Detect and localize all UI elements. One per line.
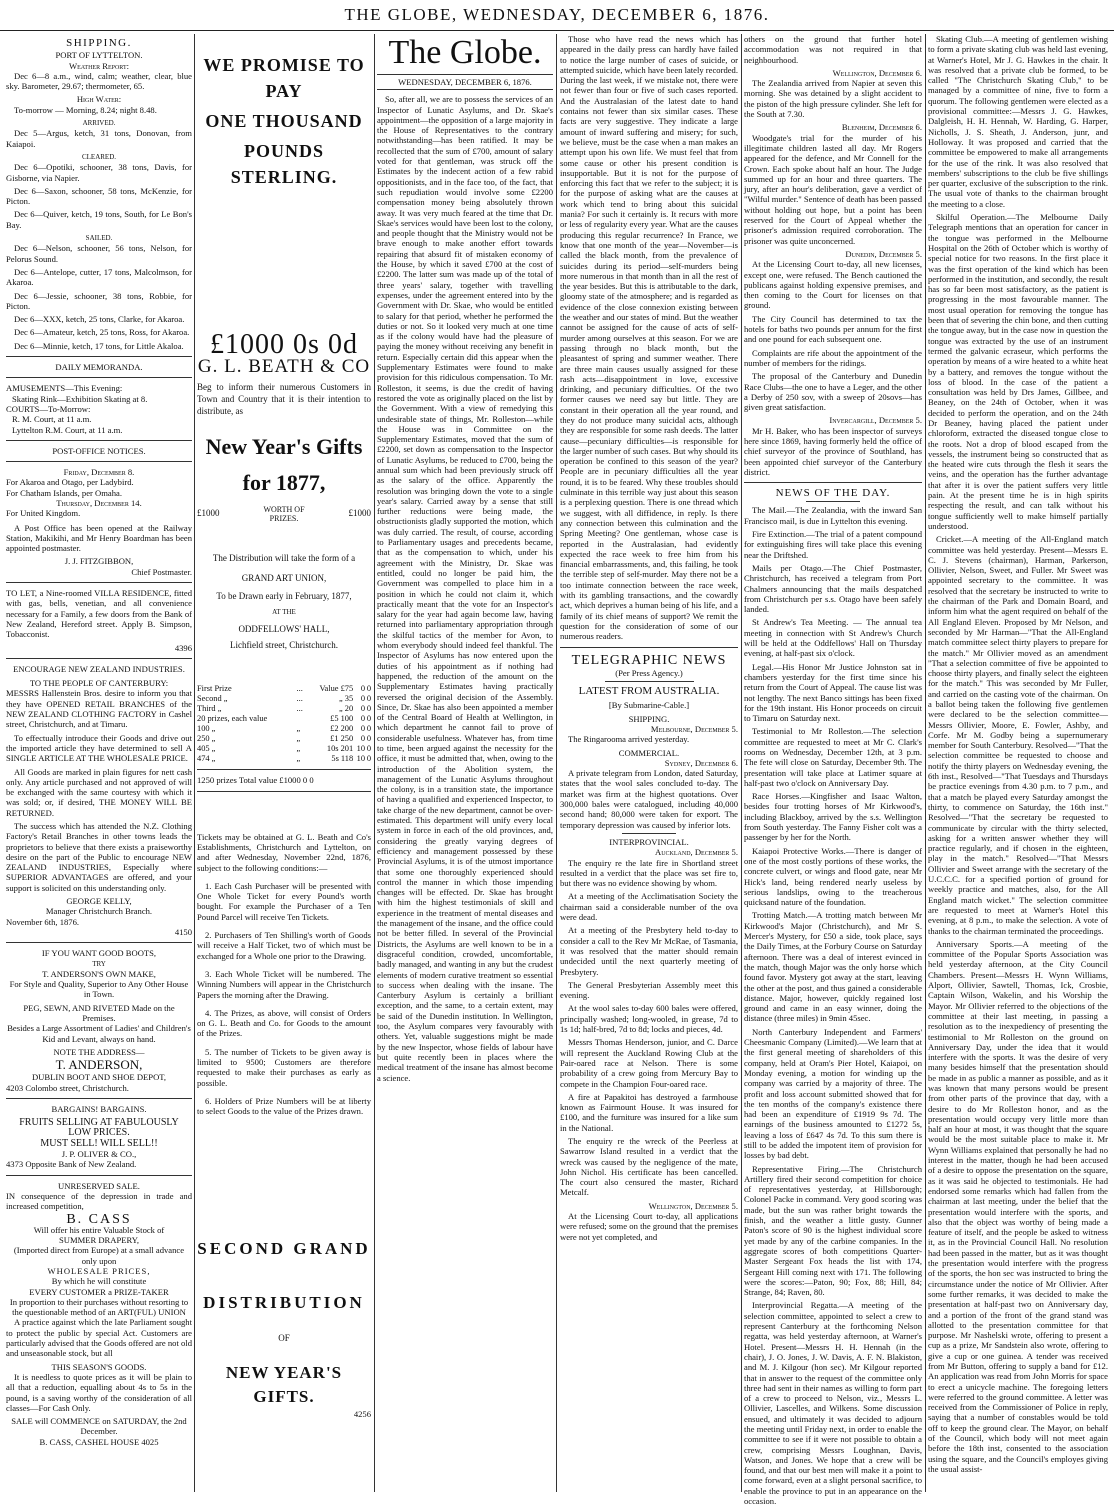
divider [622, 833, 675, 834]
oliver-address: 4373 Opposite Bank of New Zealand. [6, 1159, 137, 1170]
boots-line: PEG, SEWN, AND RIVETED Made on the Premises. [23, 1002, 175, 1024]
prize-d: 0 [366, 714, 371, 724]
prize-value: „ 35 [338, 694, 354, 704]
news-item: Interprovincial Regatta.—A meeting of the selection committee, appointed to select a crew to represent Canterbury at the forthcoming Nelson regatta, was held yesterday afternoon, at Warner's Hotel. Present—Messrs H. H. Hennah (in the chair), J. O. Jones, J. W. Davis, A. F. N. Blakiston, and M. J. Kilgour (hon sec). Mr Kilgour reported that in answer to the request of the committee only three had sent in their names as willing to form part of a crew to proceed to Nelson, viz., Messrs L. Ollivier, Lascelles, and Wilkens. Some discussion ensued, and ultimately it was decided to adjourn the meeting until Friday next, in order to enable the committee to see if it were not possible to obtain a crew, comprising Messrs Loughnan, Davis, Watson, and Jones. We hope that a crew will be found, and that our best men will make it a point to come forward, even at a slight personal sacrifice, to enable the province to put in an appearance on the occasion. [744, 1300, 922, 1506]
news-item: Race Horses.—Kingfisher and Isaac Walton, besides four trotting horses of Mr Kirkwood's, including Blackboy, arrived by the s.s. Wellington from South yesterday. The Fanny Fisher colt was a passenger by her for the North. [744, 791, 922, 843]
cleared-heading: CLEARED. [81, 152, 117, 161]
prize-row [197, 744, 371, 754]
telegram-para: Messrs Thomas Henderson, junior, and C. Darce will represent the Auckland Rowing Club at the Pair-oared race at Nelson. There is some probability of a crew going from Mercury Bay to compete in the Champion Four-oared race. [560, 1037, 738, 1089]
cass-line: SALE will COMMENCE on SATURDAY, the 2nd December. [11, 1416, 187, 1437]
ad-of: OF [278, 1332, 290, 1343]
ad-new-years-gifts: NEW YEAR'S GIFTS. [225, 1362, 343, 1406]
post-heading: POST-OFFICE NOTICES. [52, 445, 146, 456]
telegram-para: others on the ground that further hotel accommodation was not required in that neighbourhood. [744, 34, 922, 65]
ad-beg: Beg to inform their numerous Customers in Town and Country that it is their intention to distribute, as [197, 381, 371, 416]
cass-line: (Imported direct from Europe) at a small advance only upon [13, 1245, 185, 1266]
cass-para: It is needless to quote prices as it will be plain to all that a reduction, equalling about 4s to 5s in the pound, is a saving worthy of the consideration of all classes—For Cash Only. [6, 1371, 192, 1413]
divider [377, 74, 553, 75]
prize-d: 0 [366, 754, 371, 764]
prize-s: 0 [360, 714, 366, 724]
ad-second-grand: SECOND GRAND [197, 1238, 371, 1258]
prize-s: 10 [356, 744, 366, 754]
ad-thousand: ONE THOUSAND [205, 111, 363, 131]
telegram-para: The proposal of the Canterbury and Dunedin Race Clubs—the one to have a Leger, and the other a Derby of 250 sov, with a sweep of 20sovs—has given great satisfaction. [744, 371, 922, 413]
telegram-para: The enquiry re the wreck of the Peerless at Sawarrow Island resulted in a verdict that the wreck was caused by the negligence of the mate, John Nichol. His certificate has been cancelled. The court also censured the master, Richard Metcalf. [560, 1135, 738, 1198]
news-item: Cricket.—A meeting of the All-England match committee was held yesterday. Present—Messrs E. C. J. Stevens (chairman), Harman, Parkerson, Ollivier, Nelson, Sweet, and Fuller. Mr Sweet was appointed secretary to the committee. It was resolved that the secretary be instructed to write to the chairman of the Park and Domain Board, and inform him what the agent required on behalf of the All England Eleven. Proposed by Mr Nelson, and seconded by Mr Harman—"That the All-England match committee select thirty players to prepare for the match." Mr Ollivier moved as an amendment "That a selection committee of five be appointed to choose thirty players, and finally select the eighteen for the match." This was seconded by Mr Fuller, and carried on the casting vote of the chairman. On a ballot being taken the following five gentlemen were declared to be the selection committee—Messrs Ollivier, Moore, E. Fowler, Ashby, and Corfe. Mr M. Godby being a supernumerary member for South Canterbury. Resolved—"That the selection committee be requested to choose and notify the thirty players on Wednesday evening, the 6th inst., Resolved—"That Tuesdays and Thursdays be practice evenings from 4.30 p.m. to 7 p.m., and that a match be played every Saturday amongst the thirty, to commence on Saturday, the 16th inst." Resolved—"That the secretary be requested to communicate by circular with the thirty selected, asking for a written answer whether they will practice regularly, and if chosen in the eighteen, play in the match." Resolved—"That Messrs Ollivier and Sweet arrange with the secretary of the U.C.C.C. for a specified portion of ground for weekly practice and matches, also, for the All England match wicket." The selection committee are requested to meet at Warner's Hotel this evening, at 8 p.m., to make the selection. A vote of thanks to the chairman terminated the proceedings. [928, 534, 1108, 936]
ad-union: GRAND ART UNION, [241, 572, 327, 583]
divider [6, 1098, 192, 1099]
prize-value: 10s 201 [326, 744, 354, 754]
prize-total: 1250 prizes Total value £1000 0 0 [197, 775, 314, 786]
ad-drawn: To be Drawn early in February, 1877, [216, 591, 352, 602]
prize-s: 0 [360, 684, 366, 694]
villa-ad: TO LET, a Nine-roomed VILLA RESIDENCE, fitted with gas, bells, venetian, and all convenience necessary for a Family, a few doors from the Bank of New Zealand, Hereford street. Apply B. Simpson, Tobacconist. [6, 588, 192, 640]
prize-dots: „ [296, 734, 301, 744]
encourage-to: TO THE PEOPLE OF CANTERBURY: [29, 678, 169, 689]
sailed-entry: Dec 6—Nelson, schooner, 56 tons, Nelson, for Pelorus Sound. [6, 243, 192, 264]
encourage-para: To effectually introduce their Goods and drive out the imported article they have determined to sell A SINGLE ARTICLE AT THE WHOLESALE PRICE. [6, 732, 192, 764]
divider [6, 377, 192, 378]
prize-table [197, 684, 371, 764]
prize-value: £5 100 [330, 714, 354, 724]
prize-value: „ 20 [338, 704, 354, 714]
prize-amount: £1000 [348, 508, 371, 519]
ad-number: 4150 [174, 926, 192, 937]
divider [605, 681, 694, 682]
boots-line: DUBLIN BOOT AND SHOE DEPOT, [31, 1072, 167, 1083]
low-prices: LOW PRICES. [68, 1127, 130, 1139]
divider [6, 942, 192, 943]
encourage-para: All Goods are marked in plain figures for nett cash only. Any article purchased and not approved of will be exchanged with the same courtesy with which it was sold; or, if desired, THE MONEY WILL BE RETURNED. [6, 766, 192, 818]
sailed-entry: Dec 6—XXX, ketch, 25 tons, Clarke, for Akaroa. [14, 314, 185, 325]
latest-australia: LATEST FROM AUSTRALIA. [578, 685, 720, 698]
memo-line: Lyttelton R.M. Court, at 11 a.m. [12, 424, 123, 435]
dateline: Wellington, December 6. [832, 67, 922, 78]
cleared-entry: Dec 6—Opotiki, schooner, 38 tons, Davis, for Gisborne, via Napier. [6, 162, 192, 183]
prize-worth [263, 505, 304, 523]
memo-line: R. M. Court, at 11 a.m. [12, 414, 92, 425]
divider [744, 482, 922, 483]
boots-line: For Style and Quality, Superior to Any Other House in Town. [9, 979, 189, 1000]
sailed-entry: Dec 6—Minnie, ketch, 17 tons, for Little Akaloa. [14, 340, 184, 351]
prize-label: Second „ [197, 694, 228, 704]
news-item: Legal.—His Honor Mr Justice Johnston sat in chambers yesterday for the first time since his return from the Court of Appeal. The cause list was not lengthy. The next Banco sittings has been fixed for the 19th instant. His Honor proceeds on circuit to Timaru on Saturday next. [744, 661, 922, 724]
boots-heading: IF YOU WANT GOOD BOOTS, [41, 948, 157, 959]
arrived-heading: ARRIVED. [82, 119, 116, 128]
prize-s: 0 [360, 734, 366, 744]
dateline: Blenheim, December 6. [841, 122, 922, 133]
prize-value: £1 250 [330, 734, 354, 744]
telegram-para: The General Presbyterian Assembly meet this evening. [560, 979, 738, 1001]
prize-row [197, 754, 371, 764]
telegram-para: Woodgate's trial for the murder of his illegitimate children lasted all day. Mr Rogers appeared for the defence, and Mr Connell for the Crown. Each spoke about half an hour. The Judge summed up for an hour and three quarters. The jury, after an hour's deliberation, gave a verdict of "Wilful murder." Sentence of death has been passed without holding out hope, but a point has been reserved for the Court of Appeal whether the prisoner's admission required corroboration. The prisoner was quite unconcerned. [744, 132, 923, 246]
sailed-entry: Dec 6—Antelope, cutter, 17 tons, Malcolmson, for Akaroa. [6, 266, 192, 288]
dateline: Sydney, December 6. [664, 757, 738, 768]
ad-lichfield: Lichfield street, Christchurch. [230, 640, 338, 651]
suicide-article: Those who have read the news which has appeared in the daily press can hardly have failed to notice the large number of cases of suicide, or attempted suicide, which have been lately recorded. During the last week, if we mistake not, there were not fewer than four or five of such cases reported. And the Australasian of the latest date to hand contains not fewer than six similar cases. These facts are very suggestive. They indicate a large amount of inward suffering and misery; for such, we believe, must be the case when a man makes an attempt upon his own life. We must feel that from some cause or other his present condition is insupportable. But it is not for the purpose of enforcing this fact that we refer to the subject; it is for the purpose of asking what are the causes at work which tend to bring about this suicidal mania? For such it certainly is. It recurs with more or less of regularity every year. What are the causes producing this regular recurrence? In France, we know that one month of the year—November—is called the black month, from the prevalence of suicides during its period—self-murders being more numerous in that month than in all the rest of the year besides. But this is attributable to the dark, gloomy state of the atmosphere; and is regarded as evidence of the close connexion existing between the weather and our states of mind. But the weather cannot be assigned for the cause of acts of self-murder among ourselves at this season. For we are passing through no black month, but the pleasantest of spring and summer weather. There are three main causes usually assigned for these rash acts—disappointment in love, excessive drinking, and pecuniary difficulties. Of the two former causes we need say but little. They are constant in their operation all the year round, and they do not produce many suicidal acts, although they are responsible for some rash deeds. The latter cause—pecuniary difficulties—is responsible for the larger number of such cases. But why should its operation be confined to this season of the year? People are in pecuniary difficulties all the year round, it is to be feared. Why these troubles should culminate in this terrible way just about this season is a perplexing question. There is one thread which we suggest, with all diffidence, in reply. Is there any connection between this culmination and the Spring Meeting? One gentleman, whose case is reported in the Australasian, had evidently expected the race week to free him from his financial embarrassments, and, this failing, he took the terrible step of self-murder. May there not be a too intimate connection between the race week, with its gambling transactions, and the cowardly act, which deprives a human being of his life, and a family of its chief means of support? We remit the question for the consideration of some of our numerous readers. [560, 34, 739, 642]
ad-company: G. L. BEATH & CO [197, 356, 371, 378]
ad-pounds: POUNDS STERLING. [230, 141, 338, 187]
telegram-para: At the Licensing Court to-day, all new licenses, except one, were refused. The Bench cautioned the publicans against holding expensive premises, and then coming to the Court for licenses on that ground. [744, 259, 922, 311]
column-news [744, 34, 923, 1506]
column-beath-ad [197, 34, 371, 1492]
news-item: North Canterbury Independent and Farmers' Cheesmanic Company (Limited).—We learn that at the first general meeting of shareholders of this company, held at Oram's Pier Hotel, Kaiapoi, on Monday evening, a motion for winding up the company was carried by a majority of three. The profit and loss account submitted showed that for the ten months of the company's existence there had been an expenditure of £1919 9s 7d. The earnings of the business amounted to £1272 5s, leaving a loss of £647 4s 7d. To this sum there is still to be added the impotent item of provision for losses by bad debt. [744, 1026, 922, 1161]
telegram-para: At a meeting of the Presbytery held to-day to consider a call to the Rev Mr McRae, of Tasmania, it was resolved that the matter should remain undecided until the next quarterly meeting of Presbytery. [560, 925, 738, 977]
prize-value: 5s 118 [331, 754, 354, 764]
issue-date: WEDNESDAY, DECEMBER 6, 1876. [398, 77, 532, 87]
telegram-para: A fire at Papakitoi has destroyed a farmhouse known as Fairmount House. It was insured for £100, and the furniture was insured for a like sum in the National. [560, 1091, 738, 1133]
prize-d: 0 [366, 684, 371, 694]
cass-line: WHOLESALE PRICES, [47, 1265, 151, 1276]
prize-row [197, 734, 371, 744]
arrived-entry: Dec 5—Argus, ketch, 31 tons, Donovan, from Kaiapoi. [6, 128, 192, 149]
ad-hall: ODDFELLOWS' HALL, [238, 623, 330, 634]
prize-value: £2 200 [330, 724, 354, 734]
fruits-line: FRUITS SELLING AT FABULOUSLY [19, 1117, 179, 1129]
prize-s: 0 [360, 694, 366, 704]
divider [6, 461, 192, 462]
boots-try: TRY [92, 959, 106, 968]
encourage-para: The success which has attended the N.Z. Clothing Factory's Retail Branches in other towns leads the proprietors to believe that there exists a praiseworthy desire on the part of the Public to encourage NEW ZEALAND INDUSTRIES, Especially where SUPERIOR ADVANTAGES are offered, and your support is solicited on this understanding only. [6, 821, 192, 893]
telegram-para: At the Licensing Court to-day, all applications were refused; some on the ground that the premises were not yet completed, and [560, 1211, 738, 1242]
prize-dots: ... [296, 704, 303, 714]
column-rule [741, 34, 742, 1492]
prize-label: 474 „ [197, 754, 216, 764]
divider [806, 501, 859, 502]
cass-line: Will offer his entire Valuable Stock of [33, 1224, 165, 1235]
boots-line: T. ANDERSON'S OWN MAKE, [42, 968, 156, 979]
ad-gifts: New Year's Gifts [205, 433, 363, 459]
divider [197, 769, 371, 770]
cass-line: THIS SEASON'S GOODS. [51, 1361, 147, 1372]
ad-number: 4256 [353, 1408, 371, 1419]
prize-row [197, 704, 371, 714]
news-item: Mails per Otago.—The Chief Postmaster, Christchurch, has received a telegram from Port Chalmers announcing that the mails despatched from Christchurch per s.s. Otago have been safely landed. [744, 562, 922, 615]
memo-line: COURTS—To-Morrow: [6, 403, 91, 414]
news-item: Trotting Match.—A trotting match between Mr Kirkwood's Major (Christchurch), and Mr S. Mercer's Mystery, for £50 a side, took place, says the Daily Times, at the Forbury Course on Saturday afternoon. There was a deal of interest evinced in the match, though Major was the only horse which found favor. Mystery got away at the start, leaving the other at the post, and thus gained a considerable distance. Major, however, quickly regained lost ground and came in an easy winner, doing the distance (three miles) in 9min 45sec. [744, 910, 922, 1024]
column-local-news [928, 34, 1108, 1492]
telegram-para: The Zealandia arrived from Napier at seven this morning. She was detained by a slight accident to the piston of the high pressure cylinder. She left for the South at 7.30. [744, 78, 922, 120]
prize-label: 20 prizes, each value [197, 714, 268, 724]
news-item: Skating Club.—A meeting of gentlemen wishing to form a private skating club was held last evening, at Warner's Hotel, Mr J. G. Hawkes in the chair. It was resolved that a private club be formed, to be called "The Christchurch Skating Club," to be managed by a committee of nine, five to form a quorum. The following gentlemen were elected as a provisional committee:—Messrs J. G. Hawkes, Dalgleish, H. H. Hennah, W. Harding, G. Harper, Nicholls, J. S. Sheath, J. Anderson, junr, and Holloway. It was proposed and carried that the committee be empowered to make all arrangements for the use of the rink. It was also resolved that members' subscriptions to the club be five shillings per quarter, exclusive of the subscription to the rink. The usual vote of thanks to the chairman brought the meeting to a close. [928, 34, 1108, 209]
bargains-heading: BARGAINS! BARGAINS. [51, 1103, 147, 1114]
prize-d: 0 [366, 694, 371, 704]
memo-line: AMUSEMENTS—This Evening: [6, 383, 123, 394]
telegram-para: A private telegram from London, dated Saturday, states that the wool sales concluded to-day. The market was firm at the highest quotations. Over 300,000 bales were catalogued, including 40,000 second hand; 80,000 were taken for export. The temporary depression was caused by inferior lots. [560, 768, 738, 830]
commercial-sub: COMMERCIAL. [618, 747, 680, 758]
condition: 3. Each Whole Ticket will be numbered. The Winning Numbers will appear in the Christchurch Papers the morning after the Drawing. [197, 968, 371, 1000]
cass-line: In proportion to their purchases without resorting to the questionable method of an ART(FUL) UNION [9, 1296, 189, 1318]
interprovincial-sub: INTERPROVINCIAL. [609, 836, 689, 847]
telegram-para: Complaints are rife about the appointment of the number of members for the ridings. [744, 347, 922, 368]
ad-at: AT THE [272, 608, 296, 617]
prize-d: 0 [366, 704, 371, 714]
telegram-para: At a meeting of the Acclimatisation Society the chairman said a considerable number of the ova were dead. [560, 891, 738, 923]
prize-s: 0 [360, 704, 366, 714]
news-item: St Andrew's Tea Meeting. — The annual tea meeting in connection with St Andrew's Church will be held at the Oddfellows' Hall on Thursday evening, at half-past six o'clock. [744, 617, 922, 659]
prize-s: 10 [356, 754, 366, 764]
prize-value: Value £75 [319, 684, 354, 694]
telegram-para: At the wool sales to-day 600 bales were offered, principally washed; long-wooled, in grease, 7d to 1s 1d; half-bred, 7d to 8d; locks and pieces, 4d. [560, 1003, 738, 1035]
prize-dots: ... [296, 684, 303, 694]
divider [197, 791, 371, 792]
news-item: Testimonial to Mr Rolleston.—The selection committee are requested to meet at Mr C. Clark's rooms on Wednesday, December 12th, at 3 p.m. The fete will close on Saturday, December 9th. The presentation will take place at Latimer square at half-past two o'clock on Anniversary Day. [744, 726, 922, 788]
prize-dots [297, 714, 306, 724]
post-line: For Chatham Islands, per Omaha. [6, 487, 122, 498]
divider [6, 582, 192, 583]
cass-line: B. CASS, CASHEL HOUSE 4025 [39, 1436, 159, 1447]
prize-d: 0 [366, 734, 371, 744]
column-leader [377, 34, 553, 1492]
must-sell: MUST SELL! WILL SELL!! [40, 1137, 158, 1149]
prize-label: 250 „ [197, 734, 216, 744]
ad-prizes-banner [197, 505, 371, 523]
ad-amount: £1000 0s 0d [210, 329, 358, 360]
press-agency: (Per Press Agency.) [615, 667, 683, 678]
cass-line: By which he will constitute [51, 1276, 147, 1287]
news-heading: NEWS OF THE DAY. [775, 487, 891, 500]
prize-dots: „ [296, 724, 301, 734]
memo-line: Skating Rink—Exhibition Skating at 8. [12, 393, 148, 404]
encourage-para: MESSRS Hallenstein Bros. desire to inform you that they have OPENED RETAIL BRANCHES of the NEW ZEALAND CLOTHING FACTORY in Cashel street, Christchurch, and at Timaru. [6, 688, 192, 730]
news-item: Anniversary Sports.—A meeting of the committee of the Popular Sports Association was held yesterday afternoon, at the City Council Chambers. Present—Messrs H. Wynn Williams, Alport, Ollivier, Sawtell, Thomas, Ick, Crosbie, Captain Wilson, Wakelin, and his Worship the Mayor. Mr Ollivier referred to the objections of the committee at their last meeting, in passing a resolution as to the inexpediency of presenting the testimonial to Mr Rolleston on the ground on Anniversary Day, under the idea that it would interfere with the sports. It was the desire of very many besides himself that the presentation should be made in as public a manner as possible, and as it was known that many persons would be present from other parts of the province that day, with a desire to do Mr Rolleston honor, and as the presentation would occupy very little more than half an hour at most, it was thought that the square would be the most suitable place to make it. Mr Wynn Williams explained that personally he had no interest in the matter, though he had been accused of a desire to oppose the presentation on the square, as it was said he objected to testimonials. He had endorsed some remarks which had fallen from the chairman at last meeting, under the belief that the presentation would interfere with the sports, and also that the object was worthy of being made a feature of itself, and the people be asked to witness it, as in the Provincial Council Hall. No resolution had been passed in the matter, but as it was thought the presentation would interfere with the progress of the sports, the hon sec was instructed to bring the circumstance under the notice of Mr Ollivier. After some further remarks, it was decided to make the presentation at half-past two on Anniversary day, and a portion of the front of the grand stand was allotted to the presentation committee for that purpose. Mr Nashelski wrote, offering to present a cup as a prize, Mr Sandstein also wrote, offering to give a cup or one guinea. A tender was received from Mr Button, offering to supply a band for £12. An application was read from John Morris for space to erect a unicycle machine. The foregoing letters were referred to the ground committee. A letter was received from the Commissioner of Police in reply, saying that a number of constables would be told off to keep the ground clear. The Mayor, on behalf of the Council, which body will not meet again before the 18th inst, consented to the association using the square, and the Council's employes giving the usual assist- [928, 938, 1108, 1474]
telegram-para: The Ringarooma arrived yesterday. [568, 734, 690, 745]
condition: 5. The number of Tickets to be given away is limited to 9500; Customers are therefore requested to make their purchases as early as possible. [197, 1046, 371, 1088]
post-line: For Akaroa and Otago, per Ladybird. [6, 477, 134, 488]
ad-gifts-year: for 1877, [242, 469, 326, 495]
high-water: To-morrow — Morning, 8.24; night 8.48. [14, 104, 157, 115]
cass-line: SUMMER DRAPERY, [58, 1235, 140, 1246]
prize-label: 100 „ [197, 724, 216, 734]
divider [560, 647, 738, 648]
post-line: Friday, December 8. [63, 467, 135, 478]
news-item: Fire Extinction.—The trial of a patent compound for extinguishing fires will take place this evening near the Driftshed. [744, 529, 922, 560]
divider [377, 89, 553, 90]
condition: 2. Purchasers of Ten Shilling's worth of Goods will receive a Half Ticket, two of which must be exchanged for a Whole one prior to the Drawing. [197, 930, 371, 961]
condition: 6. Holders of Prize Numbers will be at liberty to select Goods to the value of the Prizes drawn. [197, 1095, 371, 1117]
prize-d: 0 [366, 724, 371, 734]
prize-label: Third „ [197, 704, 222, 714]
cleared-entry: Dec 6—Quiver, ketch, 19 tons, South, for Le Bon's Bay. [6, 209, 192, 230]
oliver-name: J. P. OLIVER & CO., [61, 1149, 137, 1160]
cass-name: B. CASS [66, 1211, 132, 1227]
leader-article: So, after all, we are to possess the services of an Inspector of Lunatic Asylums, and Dr. Skae's appointment—the opposition of a large majority in the House of Representatives to the contrary notwithstanding—has been ratified. It may be recollected that the sum of £700, amount of salary voted for that gentleman, was struck off the Estimates by the indecent action of a few rabid oppositionists, and in the face too, of the fact, that such repudiation would involve some £2200 compensation money being absolutely thrown away. It was very much feared at the time that Dr. Skae's services would have been lost to the colony, and people thought that the Ministry would not be brave enough to make another effort towards repairing that absurd fit of mistaken economy of the House, by which it saved £700 at the cost of £2200. The latter sum was made up of the total of three years' salary, together with travelling expenses, under the agreement entered into by the Government with Dr. Skae, who would be entitled to salary for that period, whether he performed the duties or not. So it looked very much at one time as if the colony would have had the pleasure of paying the money without receiving any benefit in return. Especially certain did this appear when the Supplementary Estimates were found to make provision for this ridiculous compensation. To Mr. Rolleston, it seems, is due the credit of having restored the vote as originally placed on the list by the Government. With a view of remedying this undesirable state of things, Mr. Rolleston—while the House was in Committee on the Supplementary Estimates, moved that the sum of £2200, set down as compensation to the Inspector of Lunatic Asylums, be reduced to £700, being the annual sum which had been previously struck off as the salary of the office. Apparently the resolution was bringing down the vote to a single year's salary. Carried away by a sense that still further reductions were being made, the obstructionists gladly supported the motion, which was duly carried. The result, of course, according to Parliamentary usages and precedents became, that as the compensation to which, under his agreement with the Ministry, Dr. Skae was entitled, could no longer be paid him, the Government was compelled to place him in a position in which he could not claim it, which practically meant that the vote for an Inspector's salary for the year had again become law, having returned into parliamentary appropriation through the skilful tactics of the member for Avon, to whom everybody should indeed feel thankful. The Inspector of Asylums has now entered upon the duties of his appointment as if nothing had happened, the reduction of the amount on the Supplementary Estimates having practically reversed the original decision of the Assembly. Since, Dr. Skae has also been appointed a member of the Central Board of Health at Wellington, in which department he cannot fail to prove of considerable usefulness. Whatever has, from time to time, been argued against the necessity for the office, it must be admitted that, when, owing to the introduction of the Abolition system, the management of the Lunatic Asylums throughout the colony, is in a transition state, the importance of having a qualified and experienced Inspector, to take charge of the new department, cannot be over-estimated. This department will unify every local system in force in each of the old provinces, and, considering the greatly varying degrees of efficiency and management possessed by these Provincial Asylums, it is of the utmost importance that some one thoroughly experienced should control the manner in which those impending changes will be effected. Dr. Skae has brought with him the highest testimonials of skill and experience in the treatment of mental diseases and the management of the insane, and the office could not be better filled. In several of the Provincial Districts, the Asylums are well known to be in a disgraceful condition, crowded, uncomfortable, badly managed, and wanting in any but the crudest elements of modern curative treatment so essential to success when dealing with the insane. The Canterbury Asylum is certainly a brilliant exception, and the same, to a certain extent, may be said of the Dunedin institution. In Wellington, too, the Asylum compares very favourably with others. Yet, valuable suggestions might be made by the new Inspector, whose fields of labour have but quite recently been in places where the medical treatment of the insane has almost become a science. [377, 94, 553, 1083]
ad-number: 4396 [174, 642, 192, 653]
prize-dots: „ [296, 744, 301, 754]
ad-distribution: The Distribution will take the form of a [212, 552, 356, 563]
prize-d: 0 [366, 744, 371, 754]
unreserved-heading: UNRESERVED SALE. [58, 1180, 140, 1191]
boots-line: 4203 Colombo street, Christchurch. [6, 1082, 129, 1093]
cass-para: IN consequence of the depression in trade and increased competition, [6, 1190, 192, 1212]
boots-name: T. ANDERSON, [55, 1057, 143, 1073]
dateline: Wellington, December 5. [648, 1200, 738, 1211]
column-rule [194, 34, 195, 1492]
divider [6, 658, 192, 659]
divider [6, 356, 192, 357]
prize-label: First Prize [197, 684, 232, 694]
dateline: Auckland, December 5. [655, 847, 738, 858]
encourage-heading: ENCOURAGE NEW ZEALAND INDUSTRIES. [13, 663, 185, 674]
sailed-entry: Dec 6—Jessie, schooner, 38 tons, Robbie, for Picton. [6, 290, 192, 311]
prize-row [197, 694, 371, 704]
cass-para: A practice against which the late Parliament sought to protect the public by special Act. Customers are particularly advised that the Goods offered are not old and unseasonable stock, but all [6, 1317, 192, 1359]
encourage-signature-title: Manager Christchurch Branch. [45, 906, 153, 917]
column-suicide-telegraphic [560, 34, 738, 1492]
column-rule [556, 34, 557, 1492]
ad-distribution-heading: DISTRIBUTION [203, 1292, 365, 1312]
prize-amount: £1000 [197, 508, 220, 519]
sailed-entry: Dec 6—Amateur, ketch, 25 tons, Ross, for Akaroa. [14, 327, 190, 338]
tickets-para: Tickets may be obtained at G. L. Beath and Co's Establishments, Christchurch and Lyttelton, on and after Wednesday, November 22nd, 1876, subject to the following conditions:— [197, 831, 371, 873]
telegram-para: The City Council has determined to tax the hotels for baths two pounds per annum for the first and one pound for each subsequent one. [744, 313, 922, 345]
shipping-sub: SHIPPING. [628, 713, 670, 724]
column-rule [374, 34, 375, 1492]
column-rule [925, 34, 926, 1492]
telegram-para: The enquiry re the late fire in Shortland street resulted in a verdict that the place was set fire to, but there was no evidence showing by whom. [560, 857, 738, 889]
post-line: For United Kingdom. [6, 508, 81, 519]
telegram-para: Mr H. Baker, who has been inspector of surveys here since 1869, having formerly held the office of chief surveyor of the province of Southland, has been appointed chief surveyor of the Canterbury district. [744, 425, 922, 477]
prize-row [197, 684, 371, 694]
condition: 4. The Prizes, as above, will consist of Orders on G. L. Beath and Co. for Goods to the amount of the Prizes. [197, 1007, 371, 1039]
prize-row [197, 724, 371, 734]
post-notice: A Post Office has been opened at the Railway Station, Makikihi, and Mr Henry Boardman has been appointed postmaster. [6, 522, 192, 554]
dateline: Dunedin, December 5. [845, 248, 922, 259]
telegraphic-heading: TELEGRAPHIC NEWS [571, 652, 727, 668]
boots-line: NOTE THE ADDRESS— [53, 1046, 145, 1057]
column-shipping-ads [6, 34, 192, 1492]
masthead: THE GLOBE, WEDNESDAY, DECEMBER 6, 1876. [0, 0, 1114, 31]
post-line: Thursday, December 14. [56, 497, 142, 508]
newspaper-title: The Globe. [388, 34, 542, 71]
port-heading: PORT OF LYTTELTON. [55, 50, 143, 61]
sailed-heading: SAILED. [85, 234, 113, 243]
news-item: Skilful Operation.—The Melbourne Daily Telegraph mentions that an operation for cancer in the tongue was performed in the Melbourne Hospital on the 26th of October which is worthy of special notice for two reasons. In the first place it was the first operation of the kind which has been performed in the institution, and secondly, the result has so far been most satisfactory, as the patient is progressing in the most favourable manner. The most usual operation for removing the tongue has been that of severing the chin bone, and then cutting the tongue away, but in the case now in question the tongue was extracted by the use of an instrument termed the galvanic ecraseur, which performs the operation by means of a wire heated to a white heat by a battery, and removes the tongue without the loss of blood. In the case of the patient a consultation was held by Drs James, Gillbee, and Beaney, on the 24th of October, when it was decided to perform the operation, and on the 24th Dr Beaney, having placed the patient under chloroform, extracted the diseased tongue close to the roots. Not a drop of blood escaped from the vessels, the instrument being so constructed that as the heated wire cuts through the flesh it sears the veins, and the operation has the further advantage that after it is over the patient suffers very little pain. At the present time he is in high spirits respecting the result, and can talk without his tongue sufficiently well to make himself partially understood. [928, 212, 1108, 531]
divider [6, 440, 192, 441]
prize-row [197, 714, 371, 724]
shipping-heading: SHIPPING. [66, 37, 132, 49]
encourage-signature: GEORGE KELLY, [66, 896, 132, 907]
cass-line: EVERY CUSTOMER a PRIZE-TAKER [29, 1286, 169, 1297]
dateline: Melbourne, December 5. [650, 724, 738, 734]
high-water-heading: High Water: [76, 94, 122, 105]
prize-dots: „ [296, 754, 301, 764]
prize-s: 0 [360, 724, 366, 734]
prizes-label: PRIZES. [269, 513, 299, 523]
memoranda-heading: DAILY MEMORANDA. [55, 362, 143, 373]
dateline: Invercargill, December 5. [829, 415, 922, 426]
news-item: The Mail.—The Zealandia, with the inward San Francisco mail, is due in Lyttelton this evening. [744, 505, 922, 526]
news-item: Kaiapoi Protective Works.—There is danger of one of the most costly portions of these works, the concrete culvert, or wings and flood gate, near Mr Hick's land, being rendered nearly useless by serious landslips, owing to the treacherous quicksand nature of the foundation. [744, 845, 922, 908]
condition: 1. Each Cash Purchaser will be presented with One Whole Ticket for every Pound's worth bought. For example the Purchaser of a Ten Pound Parcel will receive Ten Tickets. [197, 880, 371, 922]
worth-of: WORTH OF [263, 504, 305, 514]
weather-report: Dec 6—8 a.m., wind, calm; weather, clear, blue sky. Barometer, 29.67; thermometer, 65. [6, 70, 192, 92]
news-item: Representative Firing.—The Christchurch Artillery fired their second competition for choice of representatives yesterday, at Hillsborough; Colonel Packe in command. Very good scoring was made, but the sun was rather bright towards the finish, and the weather a little gusty. Gunner Paton's score of 90 is the highest individual score yet made by any of the carbine companies. In the aggregate scores of both competitions Quarter-Master Sergeant Fox heads the list with 174, Sergeant Hill coming next with 171. The following were the scores:—Paton, 90; Fox, 88; Hill, 84; Strange, 84; Raven, 80. [744, 1163, 922, 1298]
divider [6, 1175, 192, 1176]
post-signature: J. J. FITZGIBBON, [64, 556, 134, 567]
encourage-date: November 6th, 1876. [6, 916, 80, 927]
post-signature-title: Chief Postmaster. [131, 566, 192, 577]
cleared-entry: Dec 6—Saxon, schooner, 58 tons, McKenzie, for Picton. [6, 185, 192, 207]
submarine-cable: [By Submarine-Cable.] [608, 700, 690, 711]
ad-promise: WE PROMISE TO PAY [203, 55, 365, 101]
prize-dots: ... [296, 694, 303, 704]
weather-heading: Weather Report: [68, 60, 130, 71]
prize-label: 405 „ [197, 744, 216, 754]
boots-line: Besides a Large Assortment of Ladies' and Children's Kid and Levant, always on hand. [7, 1023, 191, 1044]
